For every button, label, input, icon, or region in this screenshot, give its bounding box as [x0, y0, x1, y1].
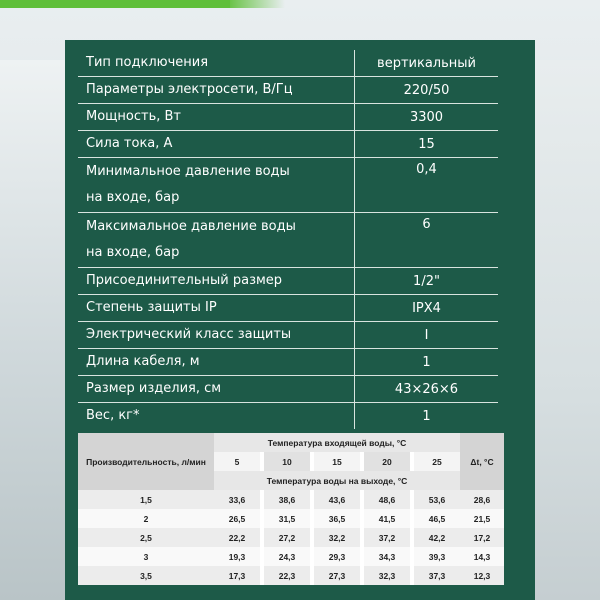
spec-value: 15: [355, 131, 499, 158]
spec-label: Электрический класс защиты: [86, 327, 292, 342]
flow-cell: 2: [78, 509, 214, 528]
outlet-temp-cell: 39,3: [414, 547, 460, 566]
spec-row: [78, 104, 498, 131]
productivity-header: Производительность, л/мин: [78, 433, 214, 490]
spec-label: Длина кабеля, м: [86, 354, 200, 369]
outlet-temp-cell: 37,3: [414, 566, 460, 585]
spec-row: [78, 50, 498, 77]
delta-t-cell: 12,3: [460, 566, 504, 585]
inlet-temp: 20: [364, 452, 410, 471]
specs-table: [78, 50, 498, 429]
spec-row: [78, 213, 498, 268]
spec-value: вертикальный: [355, 50, 499, 77]
table-row: [78, 509, 504, 528]
outlet-temp-cell: 31,5: [264, 509, 310, 528]
outlet-temp-cell: 24,3: [264, 547, 310, 566]
outlet-temp-cell: 32,3: [364, 566, 410, 585]
spec-label-line: на входе, бар: [86, 190, 180, 205]
outlet-temp-cell: 27,3: [314, 566, 360, 585]
flow-cell: 1,5: [78, 490, 214, 509]
spec-row: [78, 295, 498, 322]
outlet-temp-header: Температура воды на выходе, °С: [214, 471, 460, 490]
spec-value: 6: [355, 213, 499, 268]
spec-label-line: на входе, бар: [86, 245, 180, 260]
flow-cell: 3,5: [78, 566, 214, 585]
spec-value: 1: [355, 403, 499, 430]
spec-value: 220/50: [355, 77, 499, 104]
flow-cell: 2,5: [78, 528, 214, 547]
spec-label: Сила тока, А: [86, 136, 173, 151]
delta-t-cell: 28,6: [460, 490, 504, 509]
outlet-temp-cell: 46,5: [414, 509, 460, 528]
outlet-temp-cell: 29,3: [314, 547, 360, 566]
inlet-temp: 10: [264, 452, 310, 471]
spec-label: Параметры электросети, В/Гц: [86, 82, 293, 97]
performance-table: [78, 433, 504, 585]
table-row: [78, 566, 504, 585]
delta-t-cell: 14,3: [460, 547, 504, 566]
inlet-temp: 25: [414, 452, 460, 471]
outlet-temp-cell: 17,3: [214, 566, 260, 585]
outlet-temp-cell: 26,5: [214, 509, 260, 528]
spec-label: Размер изделия, см: [86, 381, 222, 396]
spec-row: [78, 349, 498, 376]
spec-row: [78, 376, 498, 403]
inlet-temp: 15: [314, 452, 360, 471]
spec-row: [78, 158, 498, 213]
delta-t-cell: 17,2: [460, 528, 504, 547]
spec-value: 43×26×6: [355, 376, 499, 403]
flow-cell: 3: [78, 547, 214, 566]
background-left: [0, 60, 75, 600]
spec-value: 1/2": [355, 268, 499, 295]
outlet-temp-cell: 42,2: [414, 528, 460, 547]
spec-row: [78, 131, 498, 158]
outlet-temp-cell: 32,2: [314, 528, 360, 547]
spec-row: [78, 268, 498, 295]
outlet-temp-cell: 34,3: [364, 547, 410, 566]
delta-t-header: Δt, °С: [460, 433, 504, 490]
accent-stripe: [0, 0, 230, 8]
outlet-temp-cell: 38,6: [264, 490, 310, 509]
spec-value: 0,4: [355, 158, 499, 213]
table-row: [78, 490, 504, 509]
spec-value: I: [355, 322, 499, 349]
outlet-temp-cell: 19,3: [214, 547, 260, 566]
outlet-temp-cell: 27,2: [264, 528, 310, 547]
outlet-temp-cell: 22,3: [264, 566, 310, 585]
spec-value: 3300: [355, 104, 499, 131]
outlet-temp-cell: 43,6: [314, 490, 360, 509]
spec-label-line: Минимальное давление воды: [86, 164, 290, 179]
spec-label: Степень защиты IP: [86, 300, 217, 315]
outlet-temp-cell: 48,6: [364, 490, 410, 509]
table-row: [78, 547, 504, 566]
spec-value: IPX4: [355, 295, 499, 322]
table-row: [78, 528, 504, 547]
outlet-temp-cell: 33,6: [214, 490, 260, 509]
spec-row: [78, 77, 498, 104]
spec-row: [78, 322, 498, 349]
spec-label-line: Максимальное давление воды: [86, 219, 296, 234]
spec-label: Мощность, Вт: [86, 109, 182, 124]
spec-label: Присоединительный размер: [86, 273, 283, 288]
delta-t-cell: 21,5: [460, 509, 504, 528]
spec-label: Вес, кг*: [86, 408, 140, 423]
spec-value: 1: [355, 349, 499, 376]
inlet-temp-header: Температура входящей воды, °С: [214, 433, 460, 452]
outlet-temp-cell: 22,2: [214, 528, 260, 547]
background-right: [530, 60, 600, 600]
outlet-temp-cell: 37,2: [364, 528, 410, 547]
outlet-temp-cell: 41,5: [364, 509, 410, 528]
outlet-temp-cell: 36,5: [314, 509, 360, 528]
accent-stripe-fade: [225, 0, 285, 8]
spec-label: Тип подключения: [86, 55, 209, 70]
spec-label: [78, 158, 355, 213]
outlet-temp-cell: 53,6: [414, 490, 460, 509]
spec-row: [78, 403, 498, 430]
spec-label: [78, 213, 355, 268]
inlet-temp: 5: [214, 452, 260, 471]
